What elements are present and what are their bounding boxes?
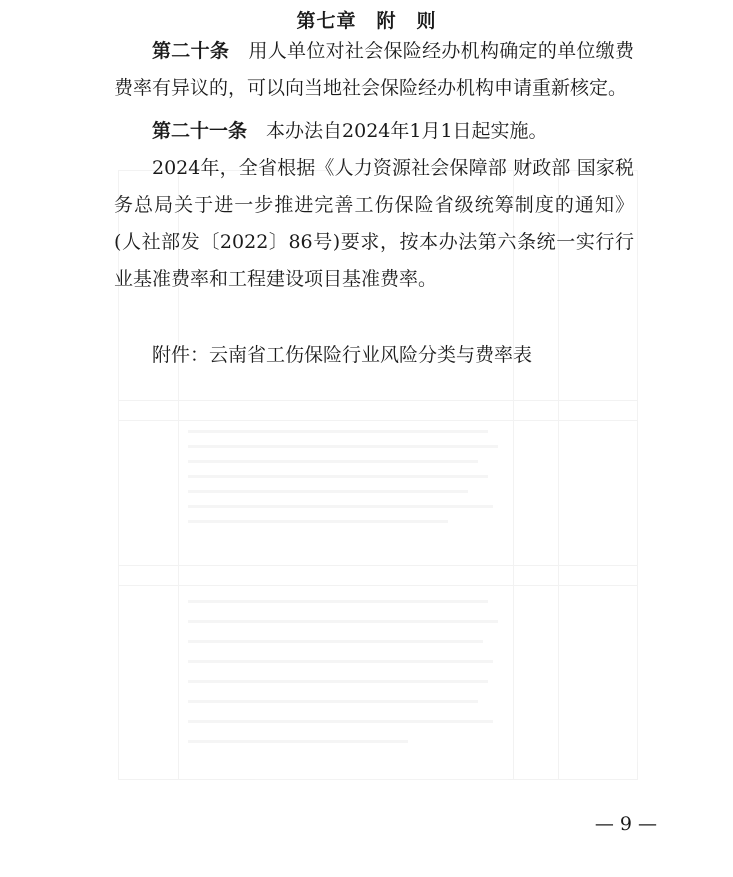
article-21-text: 本办法自2024年1月1日起实施。 (266, 120, 548, 142)
note-paragraph: 2024年，全省根据《人力资源社会保障部 财政部 国家税务总局关于进一步推进完善工伤保险省级统筹制度的通知》(人社部发〔2022〕86号)要求，按本办法第六条统一实行行业基准费率和工程建设项目基准费率。 (114, 157, 634, 290)
article-20-number: 第二十条 (152, 40, 230, 62)
article-21 (114, 113, 634, 150)
chapter-title: 第七章 附 则 (296, 10, 437, 32)
article-21-number: 第二十一条 (152, 120, 248, 142)
article-20-text: 用人单位对社会保险经办机构确定的单位缴费费率有异议的，可以向当地社会保险经办机构申请重新核定。 (114, 40, 634, 99)
article-20 (114, 33, 634, 107)
attachment-line: 附件：云南省工伤保险行业风险分类与费率表 (152, 344, 533, 366)
page-number: — 9 — (594, 813, 657, 835)
